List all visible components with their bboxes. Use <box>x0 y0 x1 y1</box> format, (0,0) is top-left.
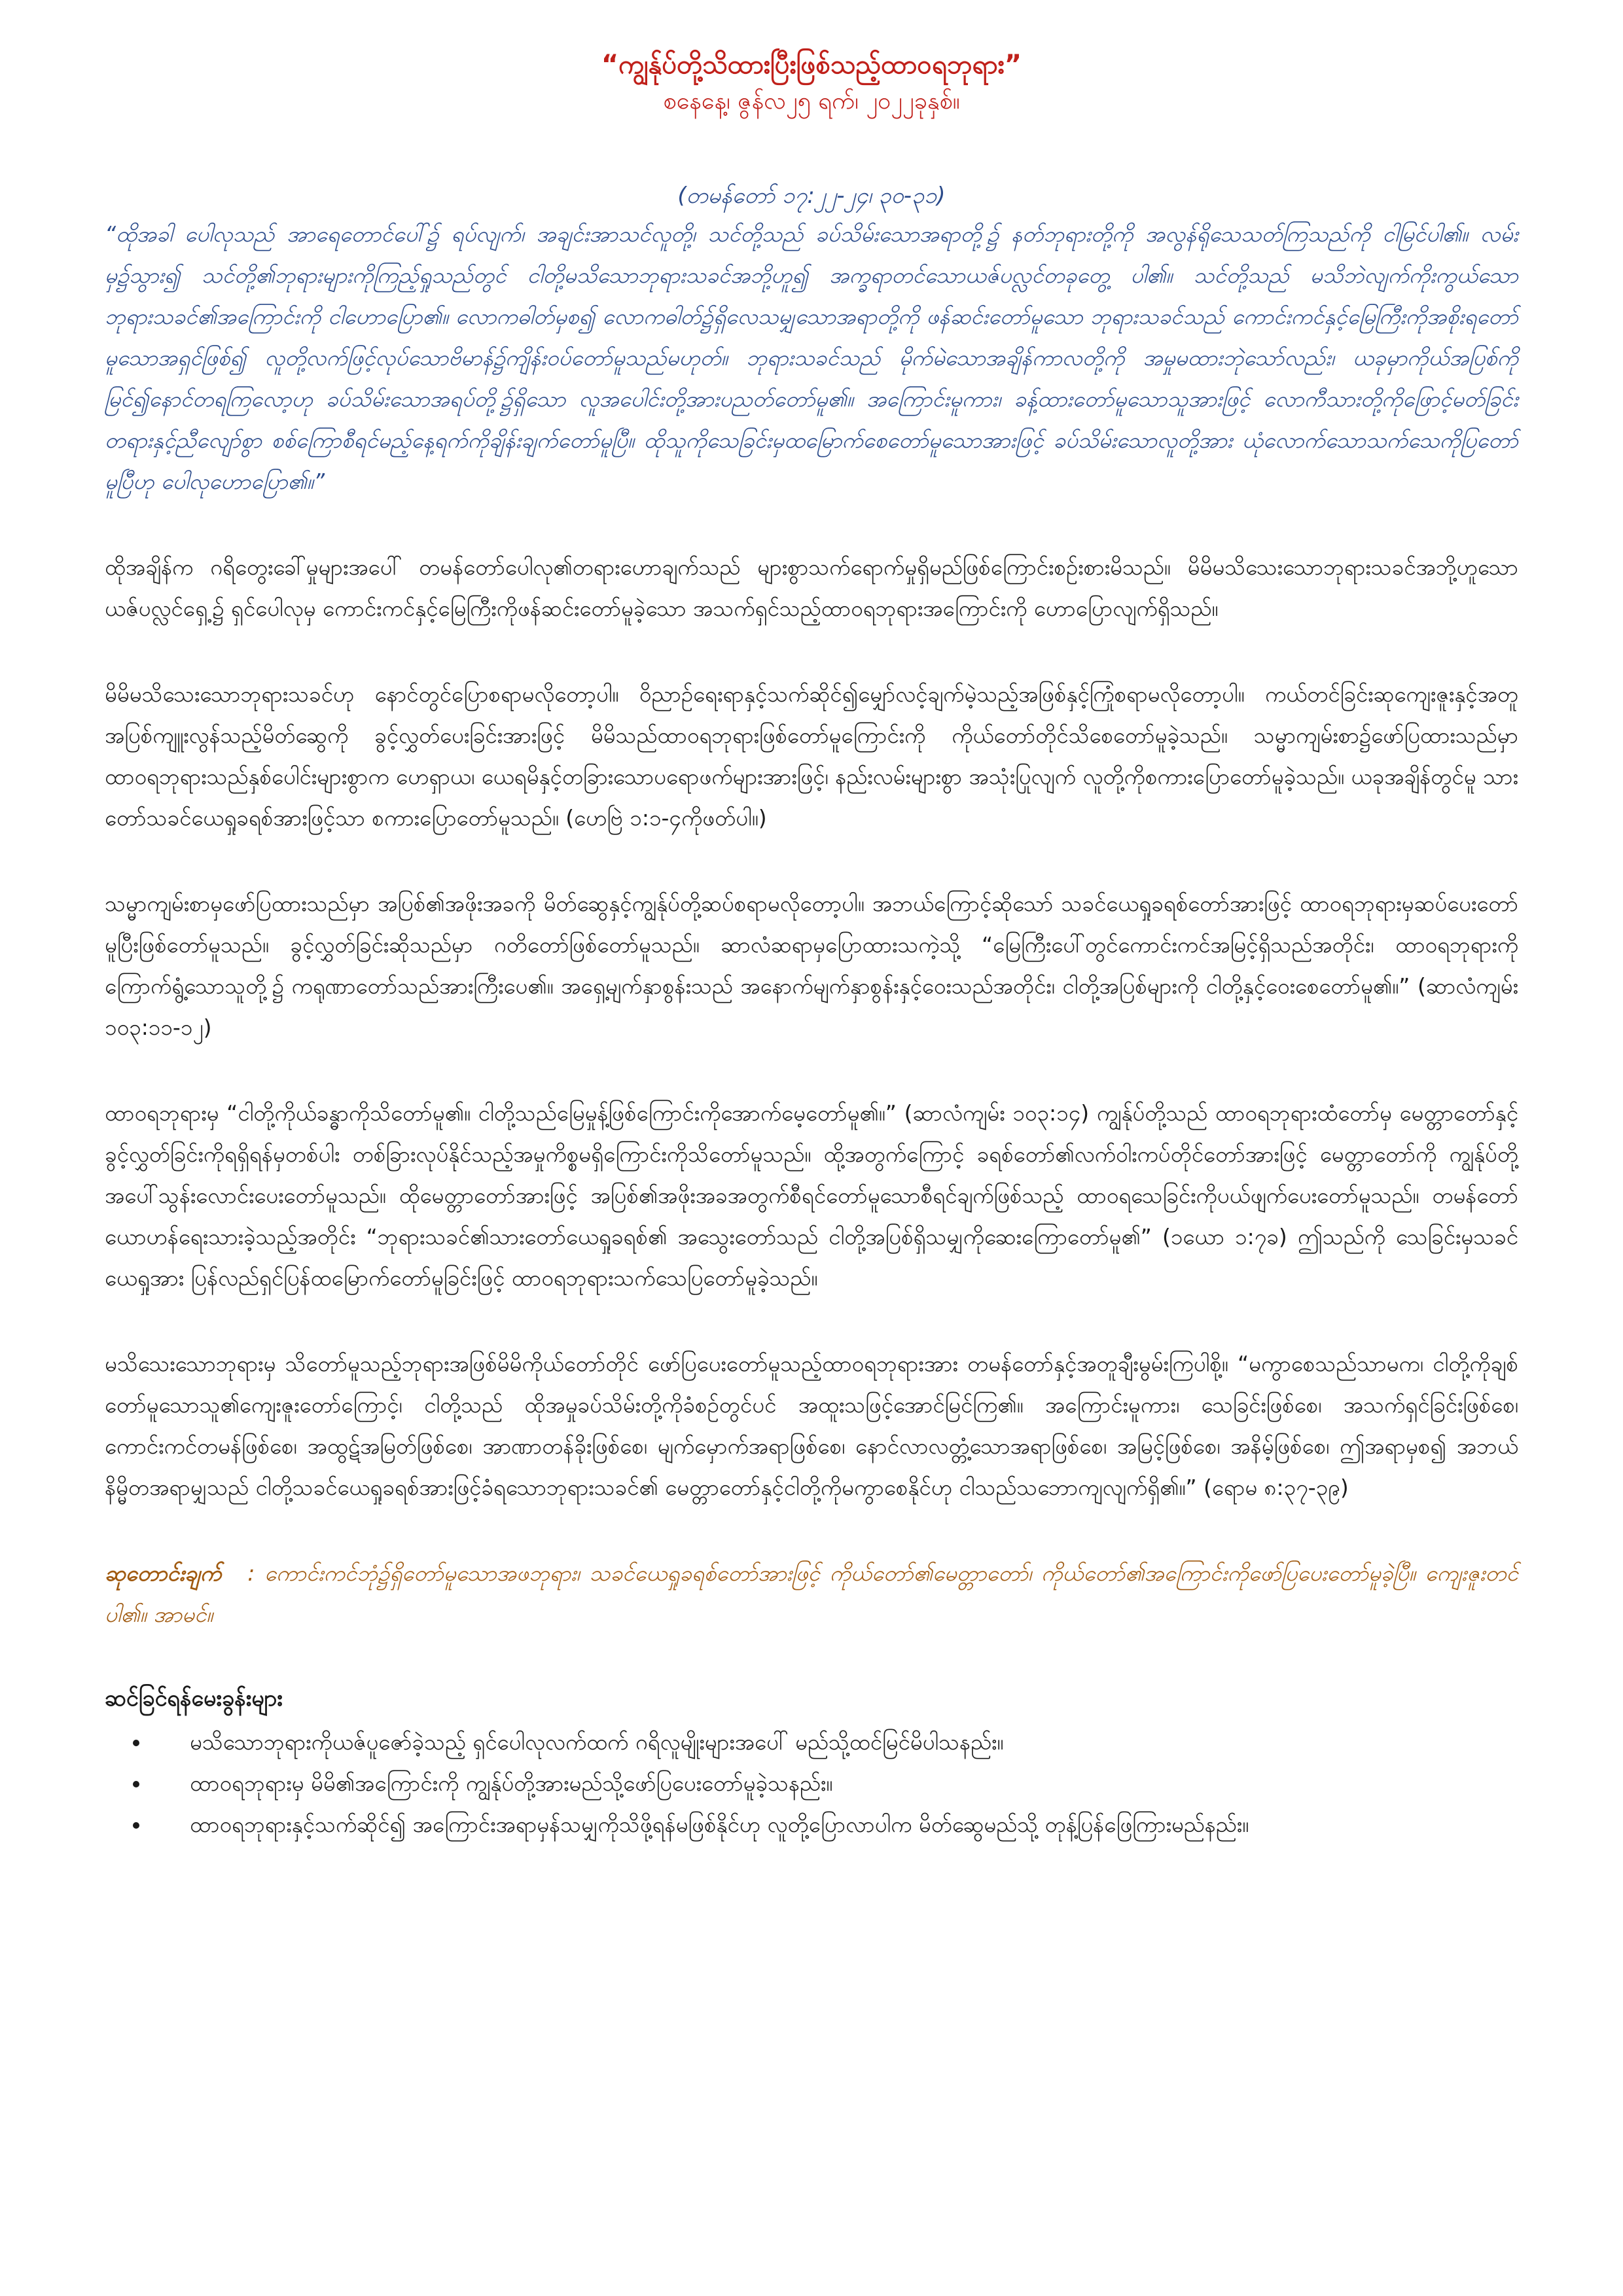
body-paragraph-3: သမ္မာကျမ်းစာမှဖော်ပြထားသည်မှာ အပြစ်၏အဖိုးအခကို မိတ်ဆွေနှင့်ကျွန်ုပ်တို့ဆပ်စရာမလိုတော့ပါ။ အဘယ်ကြောင့်ဆိုသော် သခင်ယေရှုခရစ်တော်အားဖြင့် ထာဝရဘုရားမှဆပ်ပေးတော်မူပြီးဖြစ်တော်မူသည်။ ခွင့်လွှတ်ခြင်းဆိုသည်မှာ ဂတိတော်ဖြစ်တော်မူသည်။ ဆာလံဆရာမှပြောထားသကဲ့သို့ “မြေကြီးပေါ်တွင်ကောင်းကင်အမြင့်ရှိသည်အတိုင်း၊ ထာဝရဘုရားကိုကြောက်ရွံ့သောသူတို့၌ ကရုဏာတော်သည်အားကြီးပေ၏။ အရှေ့မျက်နှာစွန်းသည် အနောက်မျက်နှာစွန်းနှင့်ဝေးသည်အတိုင်း၊ ငါတို့အပြစ်များကို ငါတို့နှင့်ဝေးစေတော်မူ၏။” (ဆာလံကျမ်း ၁၀၃:၁၁-၁၂) <box>105 891 1518 1040</box>
questions-heading: ဆင်ခြင်ရန်မေးခွန်းများ <box>105 1685 283 1712</box>
prayer-label: ဆုတောင်းချက် <box>105 1560 222 1586</box>
devotional-title: “ကျွန်ုပ်တို့သိထားပြီးဖြစ်သည့်ထာဝရဘုရား” <box>601 50 1022 80</box>
body-paragraph-5: မသိသေးသောဘုရားမှ သိတော်မူသည့်ဘုရားအဖြစ်မိမိကိုယ်တော်တိုင် ဖော်ပြပေးတော်မူသည့်ထာဝရဘုရားအား တမန်တော်နှင့်အတူချီးမွမ်းကြပါစို့။ “မကွာစေသည်သာမက၊ ငါတို့ကိုချစ်တော်မူသောသူ၏ကျေးဇူးတော်ကြောင့်၊ ငါတို့သည် ထိုအမှုခပ်သိမ်းတို့ကိုခံစဉ်တွင်ပင် အထူးသဖြင့်အောင်မြင်ကြ၏။ အကြောင်းမူကား၊ သေခြင်းဖြစ်စေ၊ အသက်ရှင်ခြင်းဖြစ်စေ၊ ကောင်းကင်တမန်ဖြစ်စေ၊ အထွဋ်အမြတ်ဖြစ်စေ၊ အာဏာတန်ခိုးဖြစ်စေ၊ မျက်မှောက်အရာဖြစ်စေ၊ နောင်လာလတ္တံ့သောအရာဖြစ်စေ၊ အမြင့်ဖြစ်စေ၊ အနိမ့်ဖြစ်စေ၊ ဤအရာမှစ၍ အဘယ်နိမ္မိတအရာမျှသည် ငါတို့သခင်ယေရှုခရစ်အားဖြင့်ခံရသောဘုရားသခင်၏ မေတ္တာတော်နှင့်ငါတို့ကိုမကွာစေနိုင်ဟု ငါသည်သဘောကျလျက်ရှိ၏။” (ရောမ ၈:၃၇-၃၉) <box>105 1351 1518 1500</box>
body-paragraph-2: မိမိမသိသေးသောဘုရားသခင်ဟု နောင်တွင်ပြောစရာမလိုတော့ပါ။ ဝိညာဉ်ရေးရာနှင့်သက်ဆိုင်၍မျှော်လင့်ချက်မဲ့သည့်အဖြစ်နှင့်ကြုံစရာမလိုတော့ပါ။ ကယ်တင်ခြင်းဆုကျေးဇူးနှင့်အတူအပြစ်ကျူးလွန်သည့်မိတ်ဆွေကို ခွင့်လွှတ်ပေးခြင်းအားဖြင့် မိမိသည်ထာဝရဘုရားဖြစ်တော်မူကြောင်းကို ကိုယ်တော်တိုင်သိစေတော်မူခဲ့သည်။ သမ္မာကျမ်းစာ၌ဖော်ပြထားသည်မှာ ထာဝရဘုရားသည်နှစ်ပေါင်းများစွာက ဟေရှာယ၊ ယေရမိနှင့်တခြားသောပရောဖက်များအားဖြင့်၊ နည်းလမ်းများစွာ အသုံးပြုလျက် လူတို့ကိုစကားပြောတော်မူခဲ့သည်။ ယခုအချိန်တွင်မူ သားတော်သခင်ယေရှုခရစ်အားဖြင့်သာ စကားပြောတော်မူသည်။ (ဟေဗြဲ ၁:၁-၄ကိုဖတ်ပါ။) <box>105 681 1518 831</box>
prayer-section <box>105 1552 1518 1635</box>
body-paragraph-4: ထာဝရဘုရားမှ “ငါတို့ကိုယ်ခန္ဓာကိုသိတော်မူ၏။ ငါတို့သည်မြေမှုန့်ဖြစ်ကြောင်းကိုအောက်မေ့တော်မူ၏။” (ဆာလံကျမ်း ၁၀၃:၁၄) ကျွန်ုပ်တို့သည် ထာဝရဘုရားထံတော်မှ မေတ္တာတော်နှင့်ခွင့်လွှတ်ခြင်းကိုရရှိရန်မှတစ်ပါး တစ်ခြားလုပ်နိုင်သည့်အမှုကိစ္စမရှိကြောင်းကိုသိတော်မူသည်။ ထို့အတွက်ကြောင့် ခရစ်တော်၏လက်ဝါးကပ်တိုင်တော်အားဖြင့် မေတ္တာတော်ကို ကျွန်ုပ်တို့အပေါ်သွန်းလောင်းပေးတော်မူသည်။ ထိုမေတ္တာတော်အားဖြင့် အပြစ်၏အဖိုးအခအတွက်စီရင်တော်မူသောစီရင်ချက်ဖြစ်သည့် ထာဝရသေခြင်းကိုပယ်ဖျက်ပေးတော်မူသည်။ တမန်တော်ယောဟန်ရေးသားခဲ့သည့်အတိုင်း “ဘုရားသခင်၏သားတော်ယေရှုခရစ်၏ အသွေးတော်သည် ငါတို့အပြစ်ရှိသမျှကိုဆေးကြောတော်မူ၏” (၁ယော ၁:၇ခ) ဤသည်ကို သေခြင်းမှသခင်ယေရှုအား ပြန်လည်ရှင်ပြန်ထမြောက်တော်မူခြင်းဖြင့် ထာဝရဘုရားသက်သေပြတော်မူခဲ့သည်။ <box>105 1100 1518 1291</box>
list-item: • ထာဝရဘုရားနှင့်သက်ဆိုင်၍ အကြောင်းအရာမှန်သမျှကိုသိဖို့ရန်မဖြစ်နိုင်ဟု လူတို့ပြောလာပါက မိတ်ဆွေမည်သို့ တုန့်ပြန်ဖြေကြားမည်နည်း။ <box>151 1804 1518 1845</box>
document-page <box>105 46 1518 1845</box>
prayer-text: : ကောင်းကင်ဘုံ၌ရှိတော်မူသောအဖဘုရား၊ သခင်ယေရှုခရစ်တော်အားဖြင့် ကိုယ်တော်၏မေတ္တာတော်၊ ကိုယ်တော်၏အကြောင်းကိုဖော်ပြပေးတော်မူခဲ့ပြီ။ ကျေးဇူးတင်ပါ၏။ အာမင်။ <box>105 1560 1518 1627</box>
devotional-date: စနေနေ့၊ ဇွန်လ၂၅ ရက်၊ ၂၀၂၂ခုနှစ်။ <box>663 88 960 115</box>
scripture-reference: (တမန်တော် ၁၇:၂၂-၂၄၊ ၃၀-၃၁) <box>677 183 946 209</box>
list-item: • မသိသောဘုရားကိုယဇ်ပူဇော်ခဲ့သည့် ရှင်ပေါလုလက်ထက် ဂရိလူမျိုးများအပေါ် မည်သို့ထင်မြင်မိပါသနည်း။ <box>151 1721 1518 1763</box>
questions-list <box>105 1721 1518 1845</box>
body-paragraph-1: ထိုအချိန်က ဂရိတွေးခေါ်မှုများအပေါ် တမန်တော်ပေါလု၏တရားဟောချက်သည် များစွာသက်ရောက်မှုရှိမည်ဖြစ်ကြောင်းစဉ်းစားမိသည်။ မိမိမသိသေးသောဘုရားသခင်အဘို့ဟူသောယဇ်ပလ္လင်ရှေ့၌ ရှင်ပေါလုမှ ကောင်းကင်နှင့်မြေကြီးကိုဖန်ဆင်းတော်မူခဲ့သော အသက်ရှင်သည့်ထာဝရဘုရားအကြောင်းကို ဟောပြောလျက်ရှိသည်။ <box>105 554 1518 621</box>
scripture-quote: “ထိုအခါ ပေါလုသည် အာရေတောင်ပေါ်၌ ရပ်လျက်၊ အချင်းအာသင်လူတို့၊ သင်တို့သည် ခပ်သိမ်းသောအရာတို့၌ နတ်ဘုရားတို့ကို အလွန်ရိုသေသတ်ကြသည်ကို ငါမြင်ပါ၏။ လမ်းမှ၌သွား၍ သင်တို့၏ဘုရားများကိုကြည့်ရှုသည်တွင် ငါတို့မသိသောဘုရားသခင်အဘို့ဟူ၍ အက္ခရာတင်သောယဇ်ပလ္လင်တခုတွေ့ ပါ၏။ သင်တို့သည် မသိဘဲလျက်ကိုးကွယ်သောဘုရားသခင်၏အကြောင်းကို ငါဟောပြော၏။ လောကဓါတ်မှစ၍ လောကဓါတ်၌ရှိလေသမျှသောအရာတို့ကို ဖန်ဆင်းတော်မူသော ဘုရားသခင်သည် ကောင်းကင်နှင့်မြေကြီးကိုအစိုးရတော်မူသောအရှင်ဖြစ်၍ လူတို့လက်ဖြင့်လုပ်သောဗိမာန်၌ကျိန်းဝပ်တော်မူသည်မဟုတ်။ ဘုရားသခင်သည် မိုက်မဲသောအချိန်ကာလတို့ကို အမှုမထားဘုဲသော်လည်း၊ ယခုမှာကိုယ်အပြစ်ကိုမြင်၍နောင်တရကြလော့ဟု ခပ်သိမ်းသောအရပ်တို့၌ရှိသော လူအပေါင်းတို့အားပညတ်တော်မူ၏။ အကြောင်းမူကား၊ ခန့်ထားတော်မူသောသူအားဖြင့် လောကီသားတို့ကိုဖြောင့်မတ်ခြင်းတရားနှင့်ညီလျော်စွာ စစ်ကြောစီရင်မည့်နေ့ရက်ကိုချိန်းချက်တော်မူပြီ။ ထိုသူကိုသေခြင်းမှထမြောက်စေတော်မူသောအားဖြင့် ခပ်သိမ်းသောလူတို့အား ယုံလောက်သောသက်သေကိုပြတော်မူပြီဟု ပေါလုဟောပြော၏။” <box>105 221 1518 494</box>
list-item: • ထာဝရဘုရားမှ မိမိ၏အကြောင်းကို ကျွန်ုပ်တို့အားမည်သို့ဖော်ပြပေးတော်မူခဲ့သနည်း။ <box>151 1763 1518 1804</box>
